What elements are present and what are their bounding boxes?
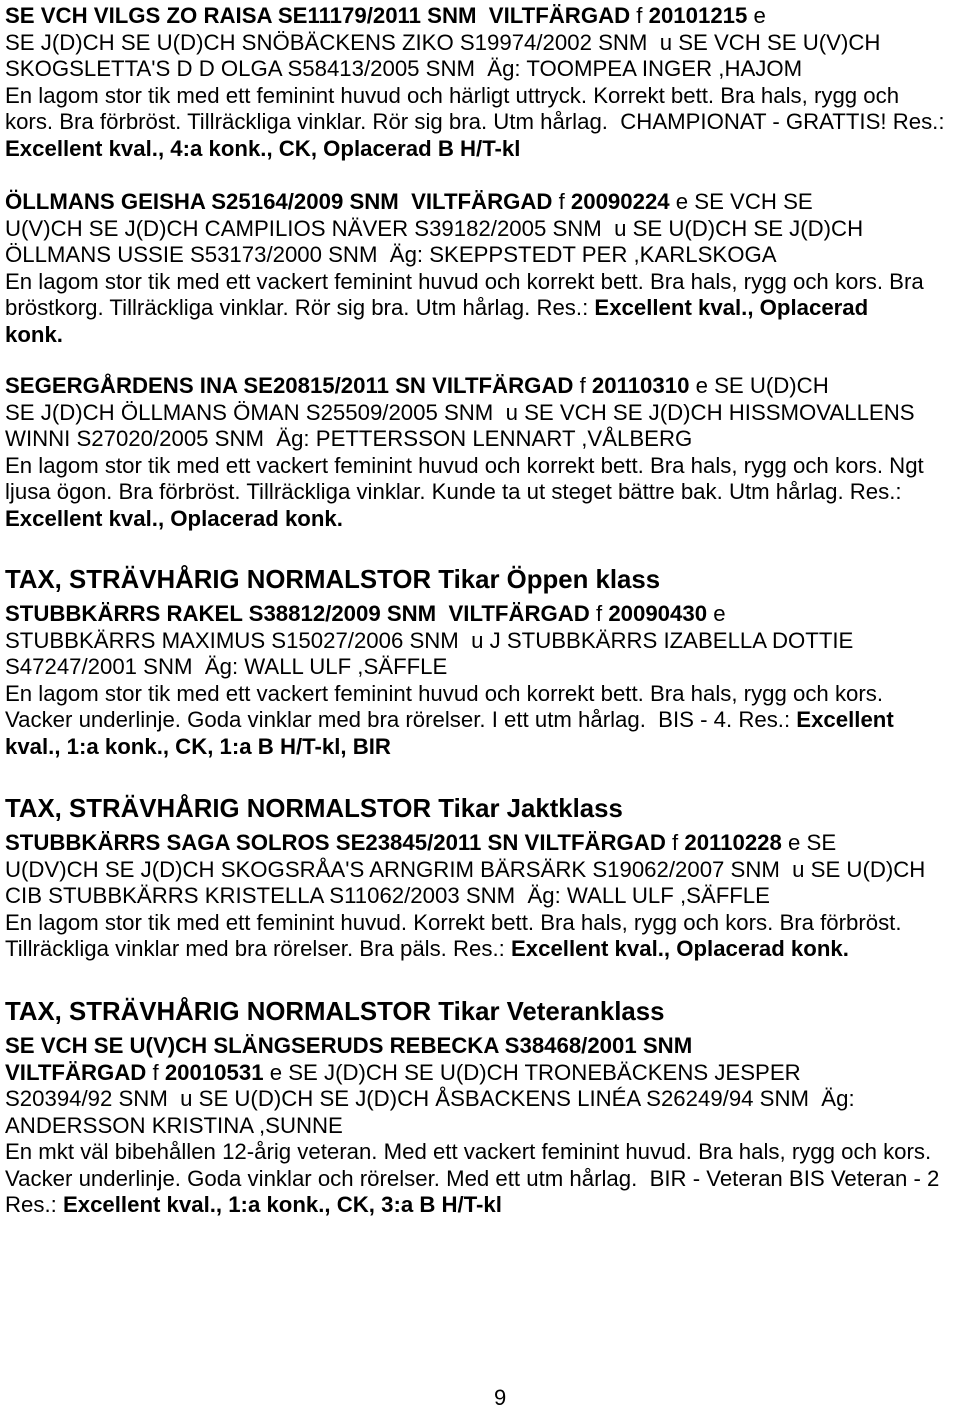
entry-line [5,136,960,163]
bold-text: STUBBKÄRRS RAKEL S38812/2009 SNM VILTFÄRGAD [5,601,590,626]
entry-line [5,83,960,110]
class-heading-veteranklass: TAX, STRÄVHÅRIG NORMALSTOR Tikar Veteranklass [5,998,665,1026]
bold-text: SE VCH VILGS ZO RAISA SE11179/2011 SNM VILTFÄRGAD [5,3,631,28]
body-text: e SE J(D)CH SE U(D)CH TRONEBÄCKENS JESPER [263,1059,801,1085]
bold-text: SEGERGÅRDENS INA SE20815/2011 SN VILTFÄRGAD [5,373,574,398]
entry-line [5,109,960,136]
body-text: f [573,373,592,398]
entry-stubbkarrs-rakel [5,601,960,760]
entry-line [5,3,960,30]
entry-line [5,1033,960,1060]
body-text: f [665,830,685,855]
body-text: e SE [781,830,837,855]
entry-vilgs-zo-raisa [5,3,960,162]
bold-text: 20110228 [684,830,782,855]
bold-text: VILTFÄRGAD [5,1059,147,1085]
entry-line [5,1060,960,1087]
body-text: ljusa ögon. Bra förbröst. Tillräckliga vinklar. Kunde ta ut steget bättre bak. Utm hårlag. Res.: [5,479,902,504]
entry-line [5,506,960,533]
bold-text: Excellent kval., Oplacerad konk. [510,936,849,961]
entry-line [5,373,960,400]
body-text: Vacker underlinje. Goda vinklar och rörelser. Med ett utm hårlag. BIR - Veteran BIS Veteran - 2 [5,1165,940,1191]
body-text: En lagom stor tik med ett feminint huvud. Korrekt bett. Bra hals, rygg och kors. Bra förbröst. [5,909,902,935]
entry-line [5,400,960,427]
page-number: 9 [494,1385,507,1408]
bold-text: 20110310 [591,373,690,398]
bold-text: Excellent kval., 4:a konk., CK, Oplacerad B H/T-kl [5,135,521,161]
entry-line [5,910,960,937]
body-text: e [707,601,726,626]
entry-line [5,628,960,655]
entry-line [5,1192,960,1219]
entry-line [5,734,960,761]
entry-line [5,56,960,83]
body-text: S20394/92 SNM u SE U(D)CH SE J(D)CH ÅSBACKENS LINÉA S26249/94 SNM Äg: [5,1086,855,1111]
entry-line [5,216,960,243]
body-text: CIB STUBBKÄRRS KRISTELLA S11062/2003 SNM Äg: WALL ULF ,SÄFFLE [5,883,770,908]
entry-line [5,936,960,963]
body-text: U(DV)CH SE J(D)CH SKOGSRÅA'S ARNGRIM BÄRSÄRK S19062/2007 SNM u SE U(D)CH [5,856,926,882]
entry-line [5,1113,960,1140]
body-text: STUBBKÄRRS MAXIMUS S15027/2006 SNM u J STUBBKÄRRS IZABELLA DOTTIE [5,627,854,653]
class-heading-oppen-klass: TAX, STRÄVHÅRIG NORMALSTOR Tikar Öppen klass [5,566,661,594]
body-text: En mkt väl bibehållen 12-årig veteran. Med ett vackert feminint huvud. Bra hals, rygg och kors. [5,1139,932,1164]
body-text: S47247/2001 SNM Äg: WALL ULF ,SÄFFLE [5,654,448,679]
entry-line [5,1139,960,1166]
body-text: SE J(D)CH SE U(D)CH SNÖBÄCKENS ZIKO S19974/2002 SNM u SE VCH SE U(V)CH [5,29,881,55]
entry-line [5,295,960,322]
body-text: SE J(D)CH ÖLLMANS ÖMAN S25509/2005 SNM u SE VCH SE J(D)CH HISSMOVALLENS [5,399,915,425]
entry-line [5,269,960,296]
entry-line [5,426,960,453]
body-text: En lagom stor tik med ett vackert feminint huvud och korrekt bett. Bra hals, rygg och kors. Bra [5,268,924,294]
entry-line [5,707,960,734]
entry-line [5,242,960,269]
entry-line [5,857,960,884]
bold-text: 20090430 [608,601,708,626]
body-text: Tillräckliga vinklar med bra rörelser. Bra päls. Res.: [5,936,511,961]
entry-ollmans-geisha [5,189,960,348]
bold-text: ÖLLMANS GEISHA S25164/2009 SNM VILTFÄRGAD [5,189,553,214]
body-text: f [630,3,649,28]
body-text: Vacker underlinje. Goda vinklar med bra rörelser. I ett utm hårlag. BIS - 4. Res.: [5,707,797,732]
bold-text: 20101215 [648,3,748,28]
body-text: kors. Bra förbröst. Tillräckliga vinklar. Rör sig bra. Utm hårlag. CHAMPIONAT - GRATTIS! Res.: [5,109,945,134]
body-text: e SE VCH SE [669,189,813,214]
entry-stubbkarrs-saga-solros [5,830,960,963]
entry-line [5,1086,960,1113]
body-text: En lagom stor tik med ett vackert feminint huvud och korrekt bett. Bra hals, rygg och kors. Ngt [5,452,924,478]
body-text: Res.: [5,1192,63,1217]
bold-text: 20090224 [570,189,670,214]
bold-text: kval., 1:a konk., CK, 1:a B H/T-kl, BIR [5,733,391,759]
entry-line [5,479,960,506]
class-heading-jaktklass: TAX, STRÄVHÅRIG NORMALSTOR Tikar Jaktklass [5,795,623,823]
body-text: U(V)CH SE J(D)CH CAMPILIOS NÄVER S39182/2005 SNM u SE U(D)CH SE J(D)CH [5,215,864,241]
body-text: e SE U(D)CH [689,373,829,398]
body-text: f [589,601,609,626]
body-text: ÖLLMANS USSIE S53173/2000 SNM Äg: SKEPPSTEDT PER ,KARLSKOGA [5,242,777,267]
body-text: En lagom stor tik med ett vackert feminint huvud och korrekt bett. Bra hals, rygg och kors. [5,680,884,706]
bold-text: Excellent kval., 1:a konk., CK, 3:a B H/T-kl [62,1192,502,1217]
entry-line [5,654,960,681]
entry-line [5,830,960,857]
bold-text: Excellent kval., Oplacerad konk. [5,505,343,531]
bold-text: STUBBKÄRRS SAGA SOLROS SE23845/2011 SN VILTFÄRGAD [5,830,666,855]
body-text: f [552,189,571,214]
entry-line [5,601,960,628]
body-text: SKOGSLETTA'S D D OLGA S58413/2005 SNM Äg: TOOMPEA INGER ,HAJOM [5,56,803,81]
bold-text: Excellent [796,707,894,732]
entry-line [5,30,960,57]
body-text: ANDERSSON KRISTINA ,SUNNE [5,1112,343,1138]
body-text: e [747,3,766,28]
entry-line [5,453,960,480]
entry-line [5,322,960,349]
entry-line [5,883,960,910]
body-text: f [146,1059,165,1085]
bold-text: Excellent kval., Oplacerad [594,295,869,320]
body-text: bröstkorg. Tillräckliga vinklar. Rör sig bra. Utm hårlag. Res.: [5,295,595,320]
bold-text: konk. [5,321,63,347]
body-text: En lagom stor tik med ett feminint huvud och härligt uttryck. Korrekt bett. Bra hals, rygg och [5,82,900,108]
entry-line [5,189,960,216]
bold-text: 20010531 [164,1059,264,1085]
bold-text: SE VCH SE U(V)CH SLÄNGSERUDS REBECKA S38468/2001 SNM [5,1033,693,1058]
entry-slangseruds-rebecka [5,1033,960,1219]
entry-line [5,681,960,708]
body-text: WINNI S27020/2005 SNM Äg: PETTERSSON LENNART ,VÅLBERG [5,426,693,451]
entry-segergardens-ina [5,373,960,532]
entry-line [5,1166,960,1193]
